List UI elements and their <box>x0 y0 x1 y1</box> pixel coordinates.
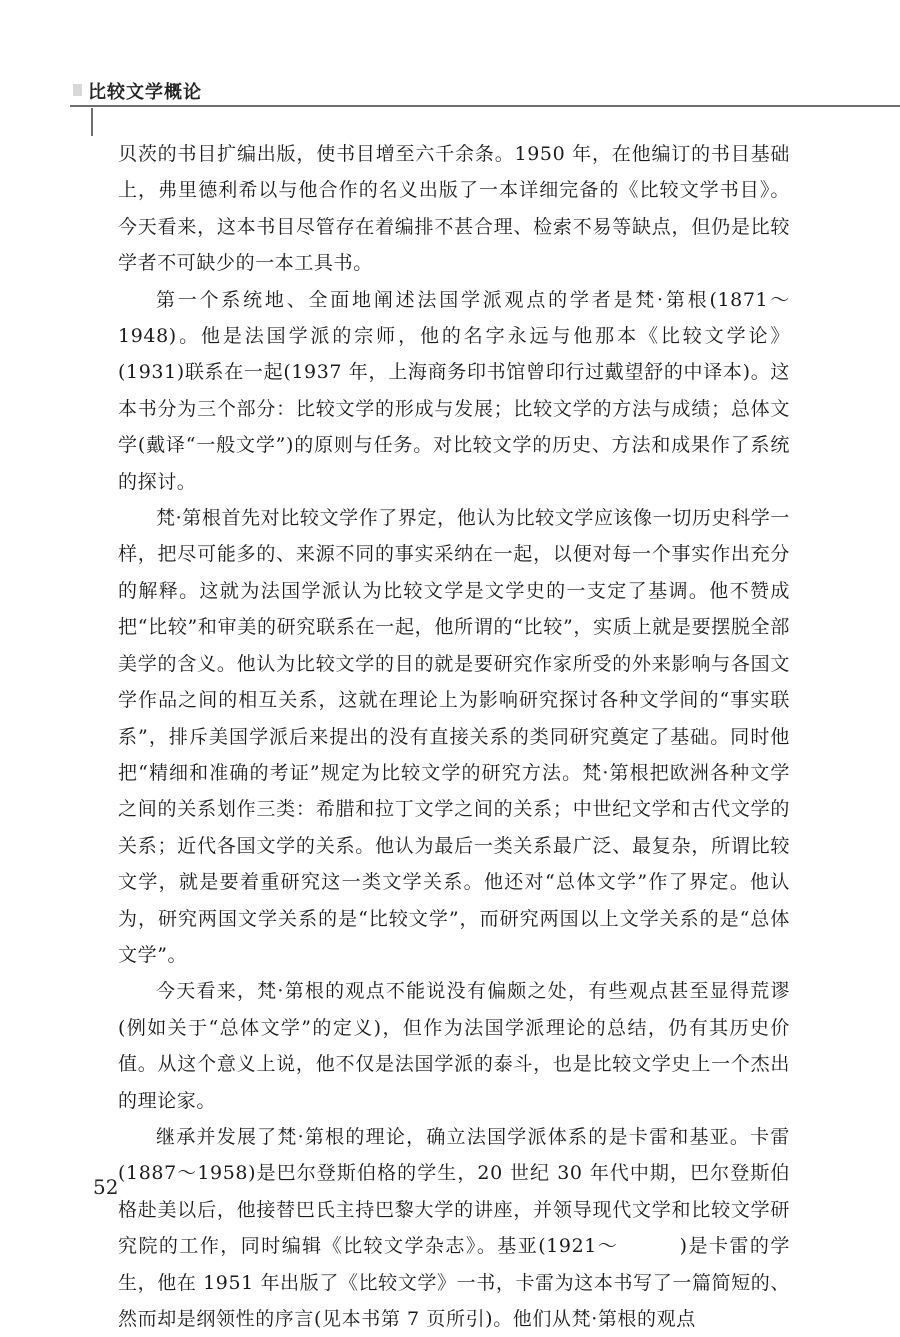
body-text <box>118 136 790 1337</box>
paragraph: 继承并发展了梵·第根的理论，确立法国学派体系的是卡雷和基亚。卡雷(1887～1958)是巴尔登斯伯格的学生，20 世纪 30 年代中期，巴尔登斯伯格赴美以后，他接替巴氏主持巴黎大学的讲座，并领导现代文学和比较文学研究院的工作，同时编辑《比较文学杂志》。基亚(1921～ )是卡雷的学生，他在 1951 年出版了《比较文学》一书，卡雷为这本书写了一篇简短的、然而却是纲领性的序言(见本书第 7 页所引)。他们从梵·第根的观点 <box>118 1125 790 1330</box>
header-rule <box>70 105 900 107</box>
header-marker <box>73 84 82 96</box>
paragraph: 贝茨的书目扩编出版，使书目增至六千余条。1950 年，在他编订的书目基础上，弗里德利希以与他合作的名义出版了一本详细完备的《比较文学书目》。今天看来，这本书目尽管存在着编排不甚合理、检索不易等缺点，但仍是比较学者不可缺少的一本工具书。 <box>118 143 790 275</box>
paragraph: 梵·第根首先对比较文学作了界定，他认为比较文学应该像一切历史科学一样，把尽可能多的、来源不同的事实采纳在一起，以便对每一个事实作出充分的解释。这就为法国学派认为比较文学是文学史的一支定了基调。他不赞成把“比较”和审美的研究联系在一起，他所谓的“比较”，实质上就是要摆脱全部美学的含义。他认为比较文学的目的就是要研究作家所受的外来影响与各国文学作品之间的相互关系，这就在理论上为影响研究探讨各种文学间的“事实联系”，排斥美国学派后来提出的没有直接关系的类同研究奠定了基础。同时他把“精细和准确的考证”规定为比较文学的研究方法。梵·第根把欧洲各种文学之间的关系划作三类：希腊和拉丁文学之间的关系；中世纪文学和古代文学的关系；近代各国文学的关系。他认为最后一类关系最广泛、最复杂，所谓比较文学，就是要着重研究这一类文学关系。他还对“总体文学”作了界定。他认为，研究两国文学关系的是“比较文学”，而研究两国以上文学关系的是“总体文学”。 <box>118 507 790 966</box>
page-number: 52 <box>93 1175 119 1199</box>
running-title: 比较文学概论 <box>88 82 202 103</box>
paragraph: 第一个系统地、全面地阐述法国学派观点的学者是梵·第根(1871～1948)。他是法国学派的宗师，他的名字永远与他那本《比较文学论》(1931)联系在一起(1937 年，上海商务印书馆曾印行过戴望舒的中译本)。这本书分为三个部分：比较文学的形成与发展；比较文学的方法与成绩；总体文学(戴译“一般文学”)的原则与任务。对比较文学的历史、方法和成果作了系统的探讨。 <box>118 288 790 493</box>
running-header <box>0 78 900 108</box>
paragraph: 今天看来，梵·第根的观点不能说没有偏颇之处，有些观点甚至显得荒谬(例如关于“总体文学”的定义)，但作为法国学派理论的总结，仍有其历史价值。从这个意义上说，他不仅是法国学派的泰斗，也是比较文学史上一个杰出的理论家。 <box>118 980 790 1112</box>
header-vertical-rule <box>91 108 93 136</box>
